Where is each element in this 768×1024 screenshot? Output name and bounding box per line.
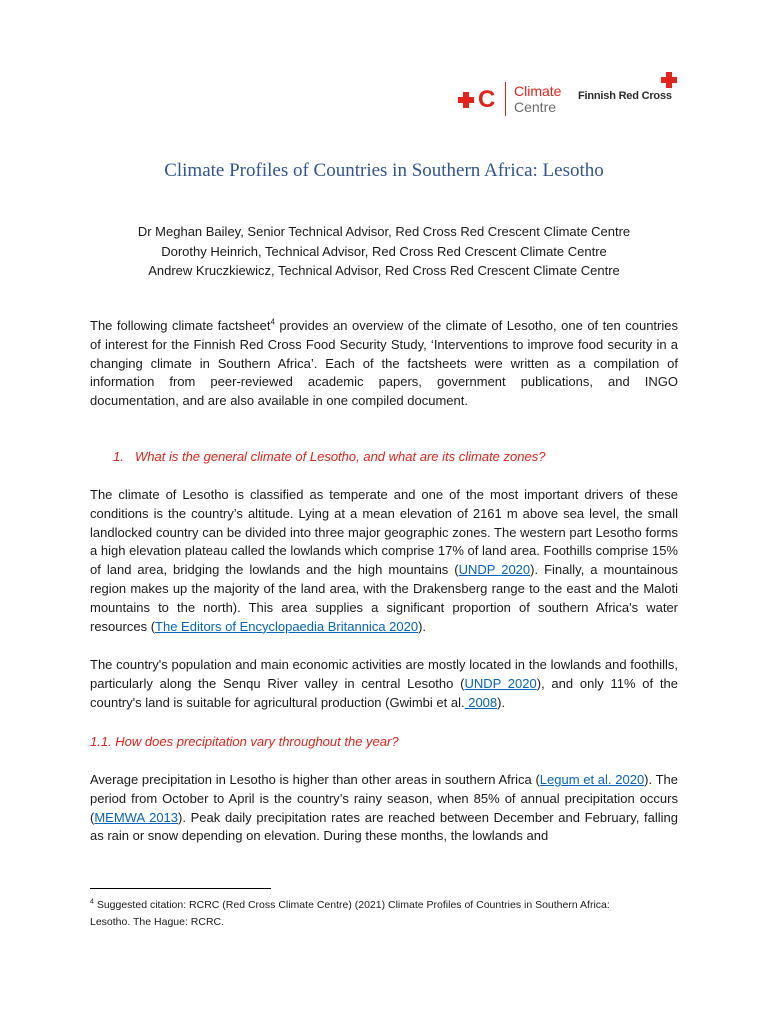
document-title: Climate Profiles of Countries in Southern Africa: Lesotho [164,160,604,181]
citation-link[interactable]: UNDP 2020 [464,675,537,691]
red-cross-icon [458,92,474,108]
population-paragraph: The country's population and main economic activities are mostly located in the lowlands and foothills, particularly along the Senqu River valley in central Lesotho (UNDP 2020), and only 11% of the country's land is suitable for agricultural production (Gwimbi et al. 2008). [90,657,678,710]
section-heading [113,449,713,464]
climate-zones-paragraph: The climate of Lesotho is classified as temperate and one of the most important drivers of these conditions is the country’s altitude. Lying at a mean elevation of 2161 m above sea level, the small landlocked country can be divided into three major geographic zones. The western part Lesotho forms a high elevation plateau called the lowlands which comprise 17% of land area. Foothills comprise 15% of land area, bridging the lowlands and the high mountains (UNDP 2020). Finally, a mountainous region makes up the majority of the land area, with the Drakensberg range to the east and the Maloti mountains to the north). This area supplies a significant proportion of southern Africa's water resources (The Editors of Encyclopaedia Britannica 2020). [90,487,678,634]
intro-paragraph: The following climate factsheet$^4$ provides an overview of the climate of Lesotho, one of ten countries of interest for the Finnish Red Cross Food Security Study, ‘Interventions to improve food security in a changing climate in Southern Africa’. Each of the factsheets were written as a compilation of information from peer-reviewed academic papers, government publications, and INGO documentation, and are also available in one compiled document. [90,317,678,409]
citation-link[interactable]: MEMWA 2013 [94,809,179,825]
author-line: Dr Meghan Bailey, Senior Technical Advisor, Red Cross Red Crescent Climate Centre [137,224,631,239]
footnote-ref[interactable]: 4 [270,317,275,327]
section-number: 1. [113,449,124,464]
finnish-red-cross-logo [578,72,682,106]
footnote-text: Suggested citation: RCRC (Red Cross Climate Centre) (2021) Climate Profiles of Countries in Southern Africa: Lesotho. The Hague: RCRC. [90,899,610,928]
finnish-red-cross-wordmark: Finnish Red Cross [578,90,672,102]
red-crescent-icon: C [478,86,496,113]
citation-link[interactable]: Legum et al. 2020 [539,772,645,787]
footnote-number: 4 [90,898,94,906]
subsection-heading: 1.1. How does precipitation vary throughout the year? [90,734,399,749]
precipitation-paragraph: Average precipitation in Lesotho is higher than other areas in southern Africa (Legum et al. 2020). The period from October to April is the country’s rainy season, when 85% of annual precipitation occurs (MEMWA 2013). Peak daily precipitation rates are reached between December and February, falling as rain or snow depending on elevation. During these months, the lowlands and [90,772,678,844]
author-line: Andrew Kruczkiewicz, Technical Advisor, Red Cross Red Crescent Climate Centre [148,263,620,278]
section-heading-text: What is the general climate of Lesotho, and what are its climate zones? [135,449,546,464]
logo-divider [505,82,506,116]
climate-centre-wordmark [514,83,574,115]
climate-centre-line1: Climate [514,83,562,99]
finnish-red-cross-icon [661,72,677,88]
author-line: Dorothy Heinrich, Technical Advisor, Red Cross Red Crescent Climate Centre [161,243,607,259]
citation-link[interactable]: The Editors of Encyclopaedia Britannica 2020 [155,618,419,634]
author-list [0,222,768,281]
climate-centre-line2: Centre [514,99,557,115]
climate-centre-logo [458,82,568,118]
citation-link[interactable]: 2008 [464,694,498,710]
footnote-divider [90,888,271,889]
footnote [90,897,650,931]
citation-link[interactable]: UNDP 2020 [458,562,531,578]
